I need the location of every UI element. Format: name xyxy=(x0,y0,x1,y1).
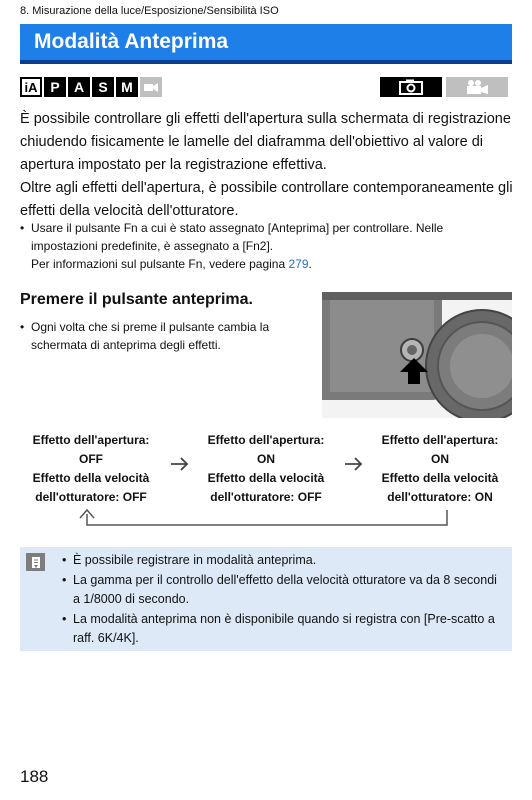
page-number: 188 xyxy=(20,767,49,786)
mode-a-badge: A xyxy=(68,77,90,97)
section-bullets xyxy=(20,318,300,354)
section-bullet: • Ogni volta che si preme il pulsante cambia la schermata di anteprima degli effetti. xyxy=(20,318,300,354)
camera-icon xyxy=(380,77,442,97)
note-item: • La modalità anteprima non è disponibile quando si registra con [Pre-scatto a raff. 6K/4K]. xyxy=(62,610,502,649)
note-box xyxy=(20,547,512,651)
state-1: Effetto dell'apertura: OFF Effetto della velocità dell'otturatore: OFF xyxy=(32,433,150,504)
intro-text xyxy=(20,108,515,223)
fn-reference-suffix: . xyxy=(308,257,312,271)
fn-reference xyxy=(20,255,480,273)
video-camera-icon xyxy=(446,77,508,97)
page-title: Modalità Anteprima xyxy=(34,30,229,53)
fn-reference-text: Per informazioni sul pulsante Fn, vedere pagina xyxy=(31,257,289,271)
title-bar xyxy=(20,24,512,64)
mode-ia-badge: iA xyxy=(20,77,42,97)
state-2: Effetto dell'apertura: ON Effetto della velocità dell'otturatore: OFF xyxy=(207,433,325,504)
page-link[interactable]: 279 xyxy=(288,257,309,271)
memo-icon xyxy=(26,553,45,571)
camera-preview-button-illustration xyxy=(322,292,512,418)
section-heading: Premere il pulsante anteprima. xyxy=(20,291,253,308)
note-item: • La gamma per il controllo dell'effetto della velocità otturatore va da 8 secondi a 1/8000 di secondo. xyxy=(62,571,502,610)
intro-paragraph-2: Oltre agli effetti dell'apertura, è possibile controllare contemporaneamente gli effetti della velocità dell'otturatore. xyxy=(20,180,513,219)
state-3: Effetto dell'apertura: ON Effetto della velocità dell'otturatore: ON xyxy=(381,433,499,504)
mode-s-badge: S xyxy=(92,77,114,97)
mode-badges xyxy=(20,77,162,97)
fn-bullet: • Usare il pulsante Fn a cui è stato assegnato [Anteprima] per controllare. Nelle impostazioni predefinite, è assegnato a [Fn2]. xyxy=(20,219,480,255)
fn-button-note xyxy=(20,219,480,273)
capture-type-indicator xyxy=(380,77,508,97)
mode-p-badge: P xyxy=(44,77,66,97)
intro-paragraph-1: È possibile controllare gli effetti dell'apertura sulla schermata di registrazione chiudendo fisicamente le lamelle del diaframma dell'obiettivo al valore di apertura impostato per la registrazione effettiva. xyxy=(20,111,511,173)
mode-m-badge: M xyxy=(116,77,138,97)
creative-video-mode-icon xyxy=(140,77,162,97)
breadcrumb: 8. Misurazione della luce/Esposizione/Sensibilità ISO xyxy=(20,5,279,17)
preview-mode-cycle xyxy=(0,430,532,530)
cycle-return-arrow-icon xyxy=(0,430,532,530)
note-item: • È possibile registrare in modalità anteprima. xyxy=(62,551,502,571)
note-list xyxy=(62,551,502,649)
